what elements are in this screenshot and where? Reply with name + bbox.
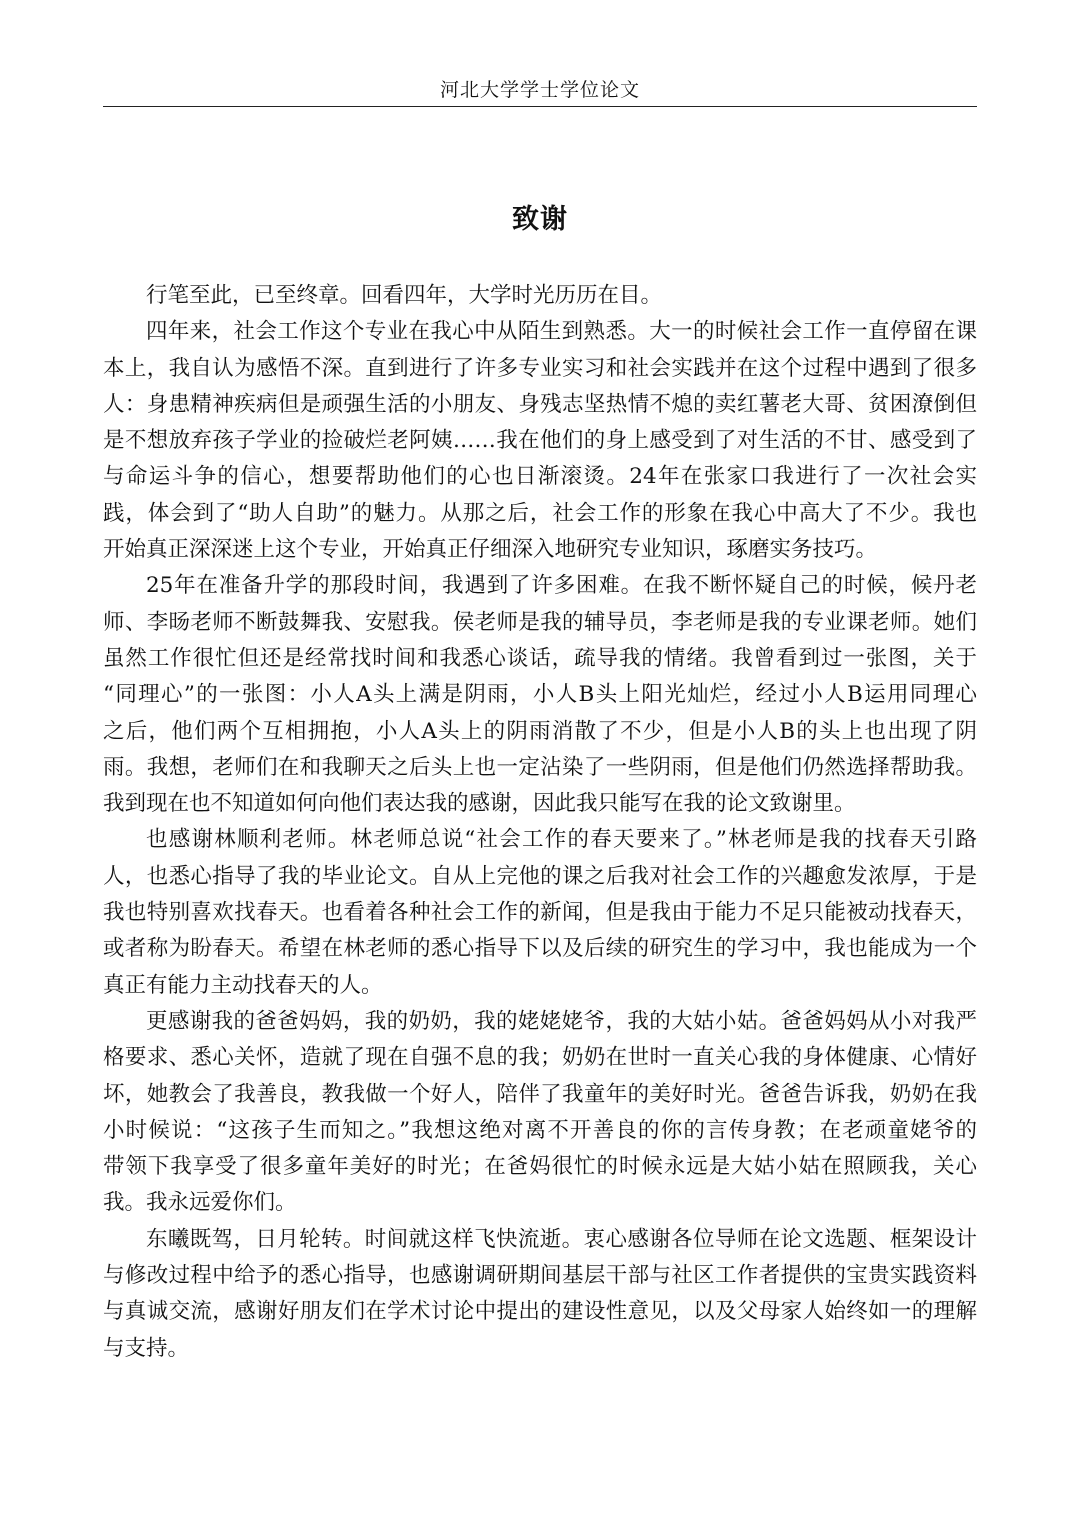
text-line: 我到现在也不知道如何向他们表达我的感谢，因此我只能写在我的论文致谢里。 <box>103 791 856 817</box>
page-header <box>103 76 977 107</box>
page-title: 致谢 <box>512 204 568 235</box>
paragraph-4 <box>103 822 977 1003</box>
text-line: 与支持。 <box>103 1335 190 1361</box>
text-line: 小时候说：“这孩子生而知之。”我想这绝对离不开善良的你的言传身教；在老顽童姥爷的 <box>103 1117 977 1143</box>
text-line: 师、李旸老师不断鼓舞我、安慰我。侯老师是我的辅导员，李老师是我的专业课老师。她们 <box>103 609 977 635</box>
text-line: 与命运斗争的信心，想要帮助他们的心也日渐滚烫。24年在张家口我进行了一次社会实 <box>103 464 977 490</box>
text-line: 带领下我享受了很多童年美好的时光；在爸妈很忙的时候永远是大姑小姑在照顾我，关心 <box>103 1154 977 1180</box>
text-line: “同理心”的一张图：小人A头上满是阴雨，小人B头上阳光灿烂，经过小人B运用同理心 <box>103 682 977 708</box>
paragraph-3 <box>103 568 977 822</box>
text-line: 也感谢林顺利老师。林老师总说“社会工作的春天要来了。”林老师是我的找春天引路 <box>146 827 977 853</box>
text-line: 行笔至此，已至终章。回看四年，大学时光历历在目。 <box>146 283 663 308</box>
text-line: 是不想放弃孩子学业的捡破烂老阿姨……我在他们的身上感受到了对生活的不甘、感受到了 <box>103 428 977 454</box>
text-line: 雨。我想，老师们在和我聊天之后头上也一定沾染了一些阴雨，但是他们仍然选择帮助我。 <box>103 754 977 780</box>
paragraph-2 <box>103 314 977 568</box>
text-line: 我也特别喜欢找春天。也看着各种社会工作的新闻，但是我由于能力不足只能被动找春天， <box>103 900 977 926</box>
text-line: 或者称为盼春天。希望在林老师的悉心指导下以及后续的研究生的学习中，我也能成为一个 <box>103 936 977 962</box>
text-line: 更感谢我的爸爸妈妈，我的奶奶，我的姥姥姥爷，我的大姑小姑。爸爸妈妈从小对我严 <box>146 1008 977 1034</box>
text-line: 25年在准备升学的那段时间，我遇到了许多困难。在我不断怀疑自己的时候，候丹老 <box>146 573 977 599</box>
text-line: 之后，他们两个互相拥抱，小人A头上的阴雨消散了不少，但是小人B的头上也出现了阴 <box>103 718 977 744</box>
text-line: 虽然工作很忙但还是经常找时间和我悉心谈话，疏导我的情绪。我曾看到过一张图，关于 <box>103 645 977 671</box>
text-line: 本上，我自认为感悟不深。直到进行了许多专业实习和社会实践并在这个过程中遇到了很多 <box>103 355 977 381</box>
header-text: 河北大学学士学位论文 <box>439 79 640 101</box>
text-line: 与真诚交流，感谢好朋友们在学术讨论中提出的建设性意见，以及父母家人始终如一的理解 <box>103 1299 977 1325</box>
text-line: 践，体会到了“助人自助”的魅力。从那之后，社会工作的形象在我心中高大了不少。我也 <box>103 500 977 526</box>
paragraph-5 <box>103 1004 977 1222</box>
text-line: 格要求、悉心关怀，造就了现在自强不息的我；奶奶在世时一直关心我的身体健康、心情好 <box>103 1045 977 1071</box>
text-line: 与修改过程中给予的悉心指导，也感谢调研期间基层干部与社区工作者提供的宝贵实践资料 <box>103 1263 977 1289</box>
text-line: 我。我永远爱你们。 <box>103 1190 297 1216</box>
text-line: 坏，她教会了我善良，教我做一个好人，陪伴了我童年的美好时光。爸爸告诉我，奶奶在我 <box>103 1081 977 1107</box>
text-line: 东曦既驾，日月轮转。时间就这样飞快流逝。衷心感谢各位导师在论文选题、框架设计 <box>146 1226 977 1252</box>
acknowledgement-body <box>103 278 977 1367</box>
text-line: 人，也悉心指导了我的毕业论文。自从上完他的课之后我对社会工作的兴趣愈发浓厚，于是 <box>103 863 977 889</box>
paragraph-6 <box>103 1222 977 1367</box>
paragraph-1 <box>103 278 977 314</box>
text-line: 人：身患精神疾病但是顽强生活的小朋友、身残志坚热情不熄的卖红薯老大哥、贫困潦倒但 <box>103 391 977 417</box>
text-line: 四年来，社会工作这个专业在我心中从陌生到熟悉。大一的时候社会工作一直停留在课 <box>146 319 977 345</box>
text-line: 开始真正深深迷上这个专业，开始真正仔细深入地研究专业知识，琢磨实务技巧。 <box>103 537 878 563</box>
text-line: 真正有能力主动找春天的人。 <box>103 972 383 998</box>
